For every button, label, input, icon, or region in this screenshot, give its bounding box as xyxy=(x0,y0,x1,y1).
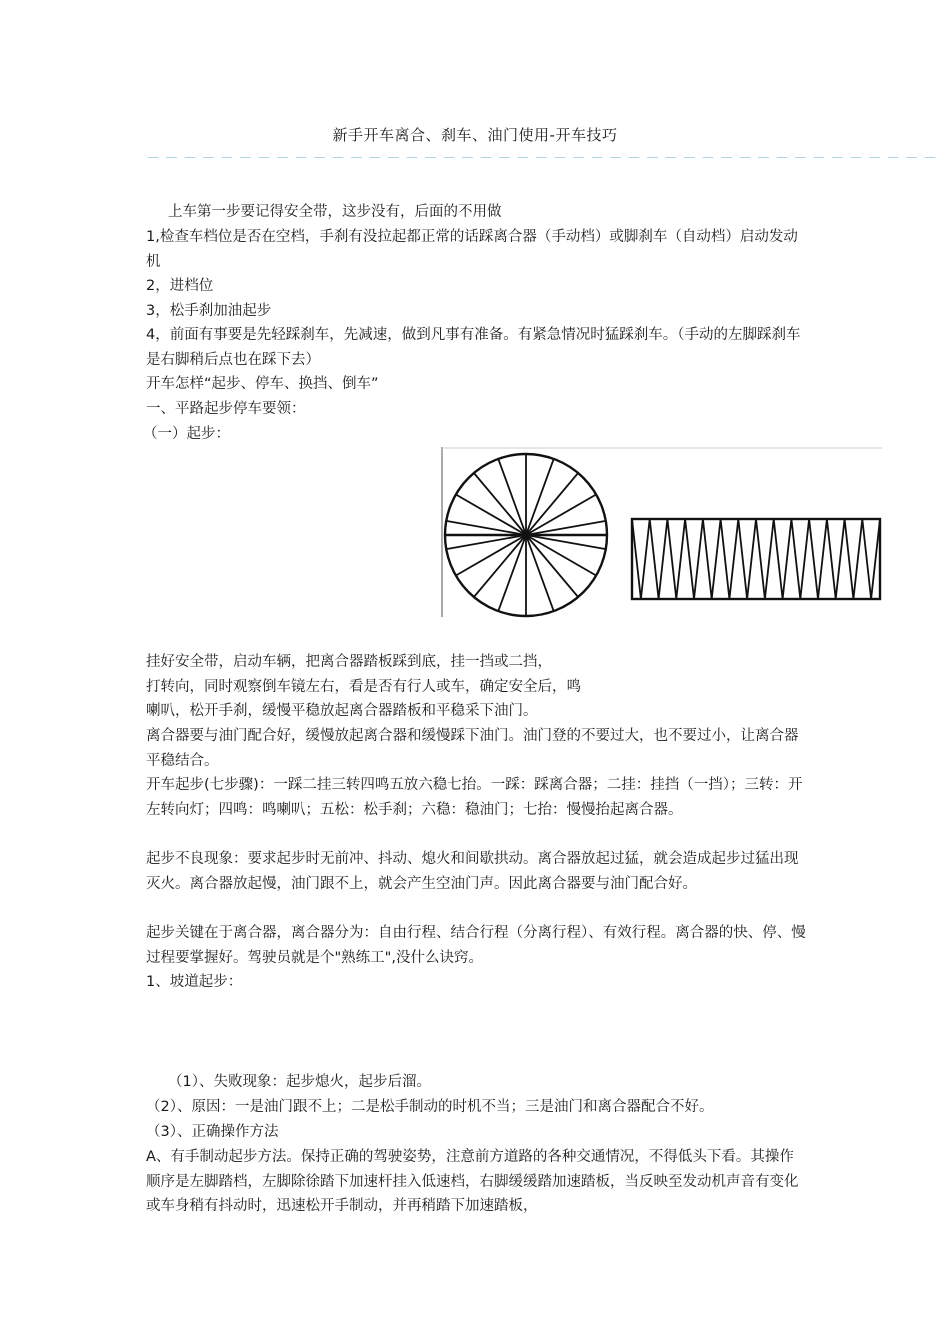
wheel-drawing xyxy=(445,454,607,616)
paragraph-start-2: 打转向，同时观察倒车镜左右，看是否有行人或车，确定安全后，鸣 xyxy=(146,679,581,695)
heading-slope-start: 1、坡道起步： xyxy=(146,974,243,990)
paragraph-failure: （1）、失败现象：起步熄火，起步后溜。 xyxy=(168,1074,431,1090)
wheel-spoke xyxy=(526,535,578,597)
paragraph-step-2: 2，进档位 xyxy=(146,278,214,294)
paragraph-clutch-key: 起步关键在于离合器，离合器分为：自由行程、结合行程（分离行程）、有效行程。离合器的快、停、慢过程要掌握好。驾驶员就是个"熟练工",没什么诀窍。 xyxy=(146,925,806,966)
paragraph-correct-method: （3）、正确操作方法 xyxy=(146,1124,279,1140)
subsection-heading-start: （一）起步： xyxy=(143,426,230,442)
wheel-and-spring-illustration xyxy=(441,447,882,617)
spring-drawing xyxy=(632,519,880,599)
paragraph-bad-start: 起步不良现象：要求起步时无前冲、抖动、熄火和间歇拱动。离合器放起过猛，就会造成起步过猛出现灭火。离合器放起慢，油门跟不上，就会产生空油门声。因此离合器要与油门配合好。 xyxy=(146,851,799,892)
paragraph-seven-steps: 开车起步(七步骤)：一踩二挂三转四鸣五放六稳七抬。一踩：踩离合器；二挂：挂挡（一挡）；三转：开左转向灯；四鸣：鸣喇叭；五松：松手刹；六稳：稳油门；七抬：慢慢抬起离合器。 xyxy=(146,777,803,818)
paragraph-reason: （2）、原因：一是油门跟不上；二是松手制动的时机不当；三是油门和离合器配合不好。 xyxy=(146,1099,714,1115)
wheel-spoke xyxy=(498,459,526,535)
wheel-spoke xyxy=(474,473,526,535)
document-title: 新手开车离合、刹车、油门使用-开车技巧 xyxy=(332,126,618,144)
wheel-spoke xyxy=(526,459,554,535)
paragraph-step-1: 1,检查车档位是否在空档，手刹有没拉起都正常的话踩离合器（手动档）或脚刹车（自动档）启动发动机 xyxy=(146,229,798,270)
wheel-spoke xyxy=(474,535,526,597)
wheel-spoke xyxy=(526,535,554,611)
paragraph-handbrake-start: A、有手制动起步方法。保持正确的驾驶姿势，注意前方道路的各种交通情况，不得低头下看。其操作顺序是左脚踏档，左脚除徐踏下加速杆挂入低速档，右脚缓缓踏加速踏板，当反映至发动机声音有变化或车身稍有抖动时，迅速松开手制动，并再稍踏下加速踏板， xyxy=(146,1149,799,1215)
section-heading-level-start: 一、平路起步停车要领： xyxy=(146,401,306,417)
illustration-figure xyxy=(441,447,882,617)
paragraph-step-3: 3，松手刹加油起步 xyxy=(146,303,272,319)
paragraph-clutch-throttle: 离合器要与油门配合好，缓慢放起离合器和缓慢踩下油门。油门登的不要过大，也不要过小，让离合器平稳结合。 xyxy=(146,728,799,769)
paragraph-start-1: 挂好安全带，启动车辆，把离合器踏板踩到底，挂一挡或二挡， xyxy=(146,654,552,670)
paragraph-how-to-drive: 开车怎样“起步、停车、换挡、倒车” xyxy=(146,376,379,392)
paragraph-start-3: 喇叭，松开手刹，缓慢平稳放起离合器踏板和平稳采下油门。 xyxy=(146,703,538,719)
wheel-spoke xyxy=(498,535,526,611)
paragraph-intro: 上车第一步要记得安全带，这步没有，后面的不用做 xyxy=(168,204,502,220)
wheel-spoke xyxy=(526,473,578,535)
title-divider: －－－－－－－－－－－－－－－－－－－－－－－－－－－－－－－－－－－－－－－－－－－ xyxy=(146,151,942,167)
paragraph-step-4: 4，前面有事要是先轻踩刹车，先减速，做到凡事有准备。有紧急情况时猛踩刹车。（手动的左脚踩刹车是右脚稍后点也在踩下去） xyxy=(146,327,801,368)
